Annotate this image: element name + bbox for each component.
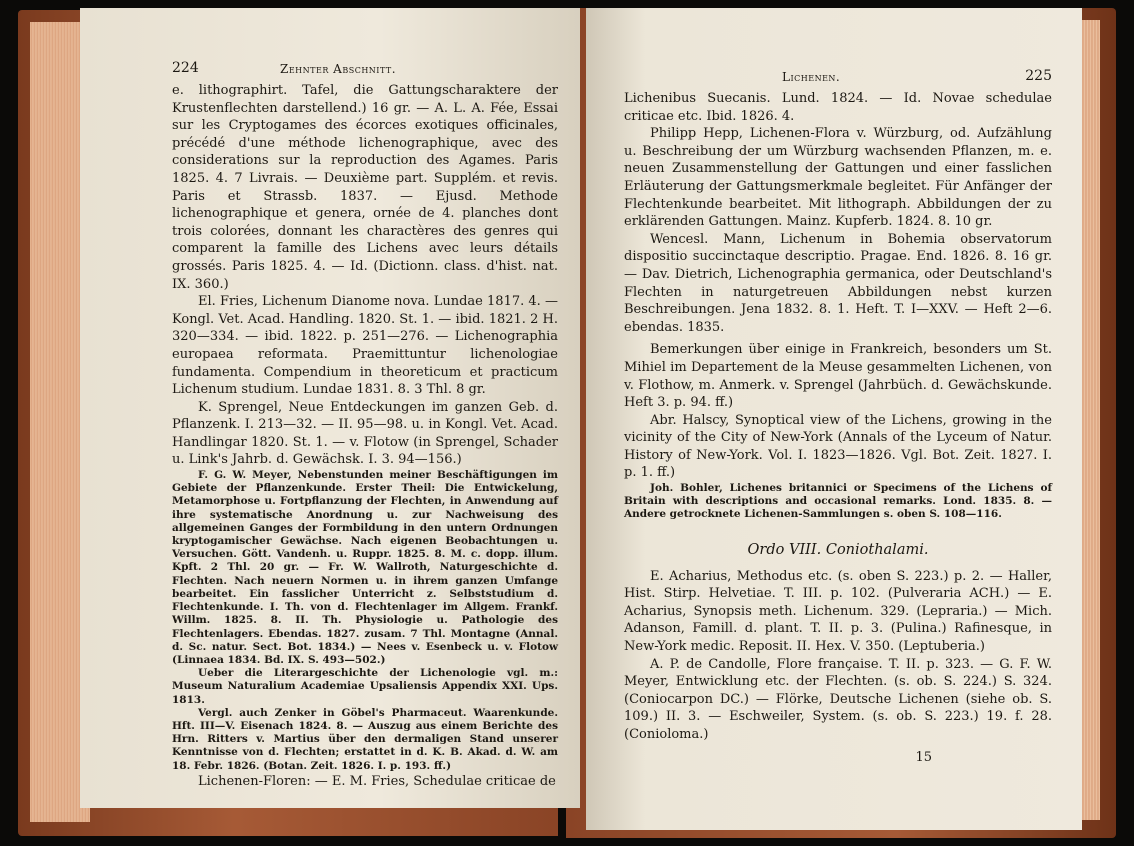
left-page-number: 224 [172, 60, 199, 76]
right-page-body [624, 90, 1052, 522]
section-heading: Ordo VIII. Coniothalami. [747, 541, 929, 558]
left-running-title: Zehnter Abschnitt. [280, 62, 397, 76]
text-paragraph: A. P. de Candolle, Flore française. T. II. p. 323. — G. F. W. Meyer, Entwicklung etc. der Flechten. (s. ob. S. 224.) S. 324. (Coniocarpon DC.) — Flörke, Deutsche Lichenen (siehe ob. S. 109.) II. 3. — Eschweiler, System. (s. ob. S. 223.) 19. f. 28. (Conioloma.) [624, 656, 1052, 743]
text-paragraph: e. lithographirt. Tafel, die Gattungscharaktere der Krustenflechten darstellend.) 16 gr. — A. L. A. Fée, Essai sur les Cryptogames des écorces exotiques officinales, précédé d'une méthode lichenographique, avec des considerations sur la reproduction des Agames. Paris 1825. 4. 7 Livrais. — Deuxième part. Supplém. et revis. Paris et Strassb. 1837. — Ejusd. Methode lichenographique et genera, ornée de 4. planches dont trois colorées, donnant les charactères des genres qui comparent la famille des Lichens avec leurs détails grossés. Paris 1825. 4. — Id. (Dictionn. class. d'hist. nat. IX. 360.) [172, 83, 558, 292]
small-print-paragraph: Ueber die Literargeschichte der Lichenologie vgl. m.: Museum Naturalium Academiae Upsaliensis Appendix XXI. Ups. 1813. [172, 667, 558, 706]
small-print-paragraph: Vergl. auch Zenker in Göbel's Pharmaceut. Waarenkunde. Hft. III—V. Eisenach 1824. 8. — Auszug aus einem Berichte des Hrn. Ritters v. Martius über den dermaligen Stand unserer Kenntnisse von d. Flechten; erstattet in d. K. B. Akad. d. W. am 18. Febr. 1826. (Botan. Zeit. 1826. I. p. 193. ff.) [172, 706, 558, 772]
small-print-paragraph: Joh. Bohler, Lichenes britannici or Specimens of the Lichens of Britain with descriptions and occasional remarks. Lond. 1835. 8. — Andere getrocknete Lichenen-Sammlungen s. oben S. 108—116. [624, 482, 1052, 521]
left-running-head [172, 60, 558, 82]
right-page-number: 225 [1025, 68, 1052, 84]
text-paragraph: Philipp Hepp, Lichenen-Flora v. Würzburg, od. Aufzählung u. Beschreibung der um Würzburg wachsenden Pflanzen, m. e. neuen Zusammenstellung der Gattungen und einer fasslichen Erläuterung der Gattungsmerkmale begleitet. Für Anfänger der Flechtenkunde bearbeitet. Mit lithograph. Abbildungen der zu erklärenden Gattungen. Mainz. Kupferb. 1824. 8. 10 gr. [624, 126, 1052, 230]
small-print-paragraph: F. G. W. Meyer, Nebenstunden meiner Beschäftigungen im Gebiete der Pflanzenkunde. Erster Theil: Die Entwickelung, Metamorphose u. Fortpflanzung der Flechten, in Anwendung auf ihre systematische Anordnung u. zur Nachweisung des allgemeinen Ganges der Formbildung in den untern Ordnungen kryptogamischer Gewächse. Nach eigenen Beobachtungen u. Versuchen. Gött. Vandenh. u. Ruppr. 1825. 8. M. c. dopp. illum. Kpft. 2 Thl. 20 gr. — Fr. W. Wallroth, Naturgeschichte d. Flechten. Nach neuern Normen u. in ihrem ganzen Umfange bearbeitet. Ein fasslicher Unterricht z. Selbststudium d. Flechtenkunde. I. Th. von d. Flechtenlager im Allgem. Frankf. Willm. 1825. 8. II. Th. Physiologie u. Pathologie des Flechtenlagers. Ebendas. 1827. zusam. 7 Thl. Montagne (Annal. d. Sc. natur. Sect. Bot. 1834.) — Nees v. Esenbeck u. v. Flotow (Linnaea 1834. Bd. IX. S. 493—502.) [172, 469, 558, 666]
text-paragraph: Bemerkungen über einige in Frankreich, besonders um St. Mihiel im Departement de la Meuse gesammelten Lichenen, von v. Flothow, m. Anmerk. v. Sprengel (Jahrbüch. d. Gewächskunde. Heft 3. p. 94. ff.) [624, 342, 1052, 411]
left-page [80, 8, 580, 808]
text-paragraph: E. Acharius, Methodus etc. (s. oben S. 223.) p. 2. — Haller, Hist. Stirp. Helvetiae. T. III. p. 102. (Pulveraria ACH.) — E. Acharius, Synopsis meth. Lichenum. 329. (Lepraria.) — Mich. Adanson, Famill. d. plant. T. II. p. 3. (Pulina.) Rafinesque, in New-York medic. Reposit. II. Hex. V. 350. (Leptuberia.) [624, 568, 1052, 655]
text-paragraph: El. Fries, Lichenum Dianome nova. Lundae 1817. 4. — Kongl. Vet. Acad. Handling. 1820. St. 1. — ibid. 1821. 2 H. 320—334. — ibid. 1822. p. 251—276. — Lichenographia europaea reformata. Praemittuntur lichenologiae fundamenta. Compendium in theoreticum et practicum Lichenum studium. Lundae 1831. 8. 3 Thl. 8 gr. [172, 294, 558, 398]
text-paragraph: Lichenibus Suecanis. Lund. 1824. — Id. Novae schedulae criticae etc. Ibid. 1826. 4. [624, 91, 1052, 124]
right-running-title: Lichenen. [782, 70, 841, 84]
right-page [586, 8, 1082, 830]
text-paragraph: Lichenen-Floren: — E. M. Fries, Schedulae criticae de [198, 773, 556, 789]
text-paragraph: K. Sprengel, Neue Entdeckungen im ganzen Geb. d. Pflanzenk. I. 213—32. — II. 95—98. u. in Kongl. Vet. Acad. Handlingar 1820. St. 1. — v. Flotow (in Sprengel, Schader u. Link's Jahrb. d. Gewächsk. I. 3. 94—156.) [172, 399, 558, 468]
signature-mark: 15 [915, 749, 932, 765]
right-page-body-after [624, 568, 1052, 744]
text-paragraph: Wencesl. Mann, Lichenum in Bohemia observatorum dispositio succinctaque descriptio. Pragae. End. 1826. 8. 16 gr. — Dav. Dietrich, Lichenographia germanica, oder Deutschland's Flechten in naturgetreuen Abbildungen nebst kurzen Beschreibungen. Jena 1832. 8. 1. Heft. T. I—XXV. — Heft 2—6. ebendas. 1835. [624, 231, 1052, 335]
right-running-head [624, 68, 1052, 90]
left-page-body [172, 82, 558, 790]
text-paragraph: Abr. Halscy, Synoptical view of the Lichens, growing in the vicinity of the City of New-York (Annals of the Lyceum of Natur. History of New-York. Vol. I. 1823—1826. Vgl. Bot. Zeit. 1827. I. p. 1. ff.) [624, 412, 1052, 481]
